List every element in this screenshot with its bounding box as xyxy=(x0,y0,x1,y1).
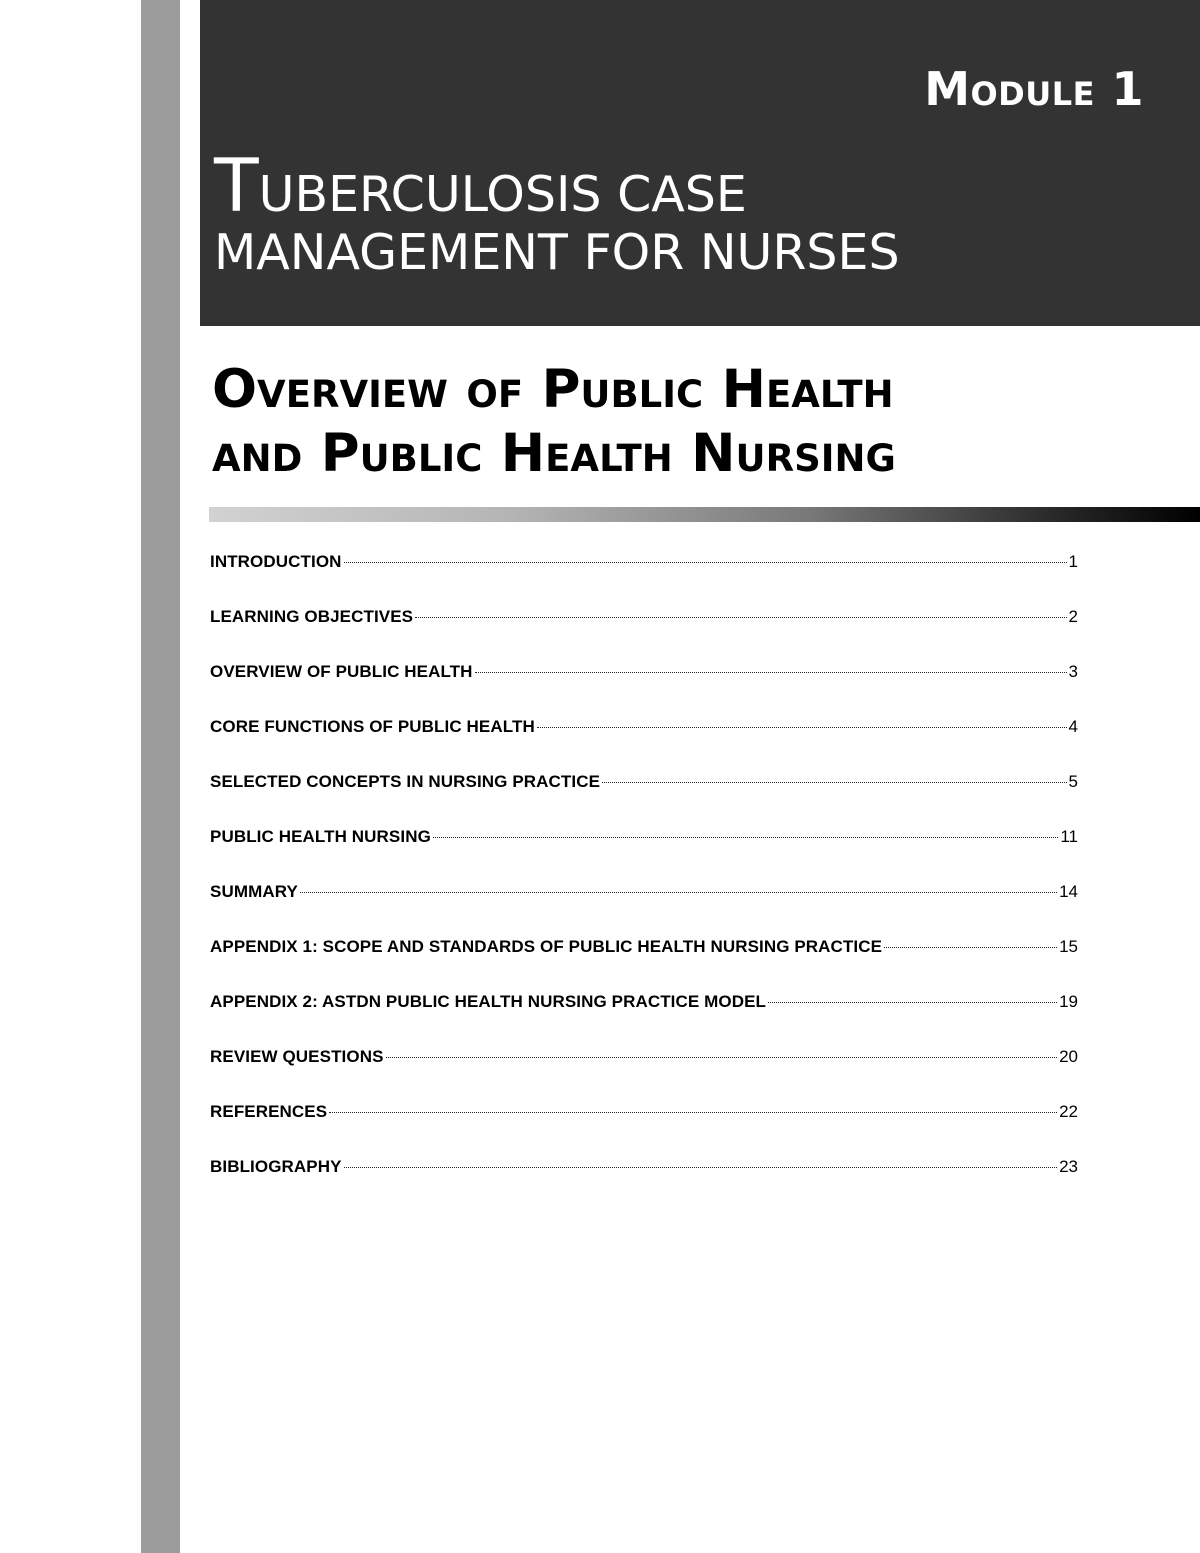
series-title xyxy=(214,144,900,282)
toc-entry[interactable] xyxy=(210,882,1078,937)
toc-dot-leader xyxy=(475,672,1067,673)
toc-entry-label: APPENDIX 1: SCOPE AND STANDARDS OF PUBLIC HEALTH NURSING PRACTICE xyxy=(210,937,883,956)
toc-entry-label: OVERVIEW OF PUBLIC HEALTH xyxy=(210,662,473,681)
toc-entry-page: 3 xyxy=(1068,662,1078,681)
toc-entry-label: INTRODUCTION xyxy=(210,552,342,571)
series-title-line-2: MANAGEMENT FOR NURSES xyxy=(214,224,900,281)
toc-entry[interactable] xyxy=(210,1157,1078,1212)
toc-dot-leader xyxy=(300,892,1057,893)
module-title-line-2: and Public Health Nursing xyxy=(212,423,896,484)
toc-entry[interactable] xyxy=(210,552,1078,607)
toc-dot-leader xyxy=(386,1057,1058,1058)
toc-entry-label: SUMMARY xyxy=(210,882,298,901)
toc-entry-page: 22 xyxy=(1059,1102,1078,1121)
toc-entry-page: 15 xyxy=(1059,937,1078,956)
toc-entry-page: 11 xyxy=(1060,827,1078,846)
series-title-initial: T xyxy=(214,144,259,229)
toc-entry[interactable] xyxy=(210,1047,1078,1102)
toc-dot-leader xyxy=(602,782,1067,783)
module-label: Module 1 xyxy=(924,62,1144,116)
toc-entry-page: 5 xyxy=(1068,772,1078,791)
toc-entry[interactable] xyxy=(210,827,1078,882)
toc-entry-label: SELECTED CONCEPTS IN NURSING PRACTICE xyxy=(210,772,601,791)
gradient-divider xyxy=(209,507,1200,522)
module-title-line-1: Overview of Public Health xyxy=(212,359,894,420)
toc-dot-leader xyxy=(884,947,1057,948)
toc-entry-label: REFERENCES xyxy=(210,1102,328,1121)
toc-entry-label: APPENDIX 2: ASTDN PUBLIC HEALTH NURSING PRACTICE MODEL xyxy=(210,992,767,1011)
toc-entry[interactable] xyxy=(210,1102,1078,1157)
toc-dot-leader xyxy=(433,837,1058,838)
toc-entry-page: 1 xyxy=(1068,552,1078,571)
toc-dot-leader xyxy=(768,1002,1057,1003)
toc-entry[interactable] xyxy=(210,937,1078,992)
toc-entry-label: LEARNING OBJECTIVES xyxy=(210,607,414,626)
series-title-line-1-rest: UBERCULOSIS CASE xyxy=(258,166,747,223)
toc-dot-leader xyxy=(329,1112,1057,1113)
side-accent-bar xyxy=(141,0,180,1553)
toc-entry[interactable] xyxy=(210,992,1078,1047)
toc-entry-label: CORE FUNCTIONS OF PUBLIC HEALTH xyxy=(210,717,535,736)
series-title-line-1 xyxy=(214,144,900,229)
header-band xyxy=(200,0,1200,326)
toc-entry-label: BIBLIOGRAPHY xyxy=(210,1157,342,1176)
toc-entry-page: 19 xyxy=(1059,992,1078,1011)
toc-entry-page: 20 xyxy=(1059,1047,1078,1066)
toc-entry-page: 4 xyxy=(1068,717,1078,736)
table-of-contents xyxy=(210,552,1078,1212)
toc-dot-leader xyxy=(344,1167,1058,1168)
toc-dot-leader xyxy=(415,617,1066,618)
toc-dot-leader xyxy=(537,727,1067,728)
toc-dot-leader xyxy=(344,562,1067,563)
toc-entry[interactable] xyxy=(210,607,1078,662)
toc-entry-label: REVIEW QUESTIONS xyxy=(210,1047,384,1066)
module-title xyxy=(212,358,896,486)
toc-entry-page: 23 xyxy=(1059,1157,1078,1176)
toc-entry-page: 2 xyxy=(1068,607,1078,626)
toc-entry[interactable] xyxy=(210,717,1078,772)
toc-entry-page: 14 xyxy=(1059,882,1078,901)
toc-entry[interactable] xyxy=(210,772,1078,827)
toc-entry-label: PUBLIC HEALTH NURSING xyxy=(210,827,431,846)
toc-entry[interactable] xyxy=(210,662,1078,717)
